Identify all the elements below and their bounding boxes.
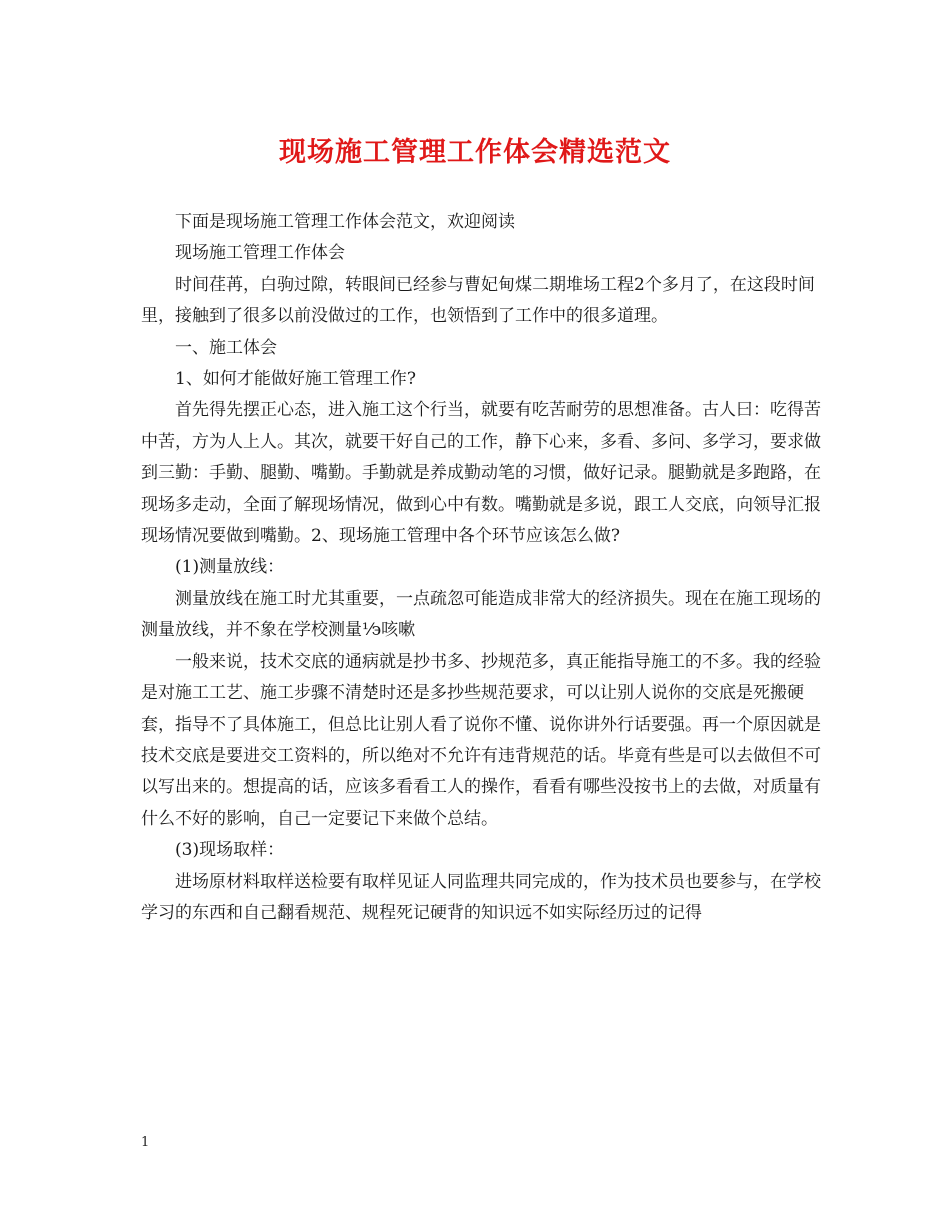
- paragraph-intro: 下面是现场施工管理工作体会范文，欢迎阅读: [175, 212, 515, 232]
- paragraph-technical-briefing: 一般来说，技术交底的通病就是抄书多、抄规范多，真正能指导施工的不多。我的经验是对施工工艺、施工步骤不清楚时还是多抄些规范要求，可以让别人说你的交底是死搬硬套，指导不了具体施工，但总比让别人看了说你不懂、说你讲外行话要强。再一个原因就是技术交底是要进交工资料的，所以绝对不允许有违背规范的话。毕竟有些是可以去做但不可以写出来的。想提高的话，应该多看看工人的操作，看看有哪些没按书上的去做，对质量有什么不好的影响，自己一定要记下来做个总结。: [141, 651, 821, 829]
- paragraph-subtitle: 现场施工管理工作体会: [175, 243, 345, 264]
- paragraph-sampling: 进场原材料取样送检要有取样见证人同监理共同完成的，作为技术员也要参与，在学校学习的东西和自己翻看规范、规程死记硬背的知识远不如实际经历过的记得: [141, 871, 821, 923]
- paragraph-attitude: 首先得先摆正心态，进入施工这个行当，就要有吃苦耐劳的思想准备。古人曰：吃得苦中苦，方为人上人。其次，就要干好自己的工作，静下心来，多看、多问、多学习，要求做到三勤：手勤、腿勤、嘴勤。手勤就是养成勤动笔的习惯，做好记录。腿勤就是多跑路，在现场多走动，全面了解现场情况，做到心中有数。嘴勤就是多说，跟工人交底，向领导汇报现场情况要做到嘴勤。2、现场施工管理中各个环节应该怎么做?: [141, 400, 821, 547]
- paragraph-opening: 时间荏苒，白驹过隙，转眼间已经参与曹妃甸煤二期堆场工程2个多月了，在这段时间里，接触到了很多以前没做过的工作，也领悟到了工作中的很多道理。: [141, 274, 815, 327]
- subheading-sampling: (3)现场取样：: [175, 840, 285, 861]
- document-body: [141, 207, 821, 929]
- page-number: 1: [141, 1135, 150, 1150]
- question-heading-1: 1、如何才能做好施工管理工作?: [175, 369, 416, 390]
- paragraph-survey: 测量放线在施工时尤其重要，一点疏忽可能造成非常大的经济损失。现在在施工现场的测量放线，并不象在学校测量⅟϶咳嗽: [141, 588, 821, 641]
- document-title: 现场施工管理工作体会精选范文: [279, 137, 671, 168]
- section-heading-construction: 一、施工体会: [175, 337, 277, 358]
- subheading-survey: (1)测量放线：: [175, 557, 285, 578]
